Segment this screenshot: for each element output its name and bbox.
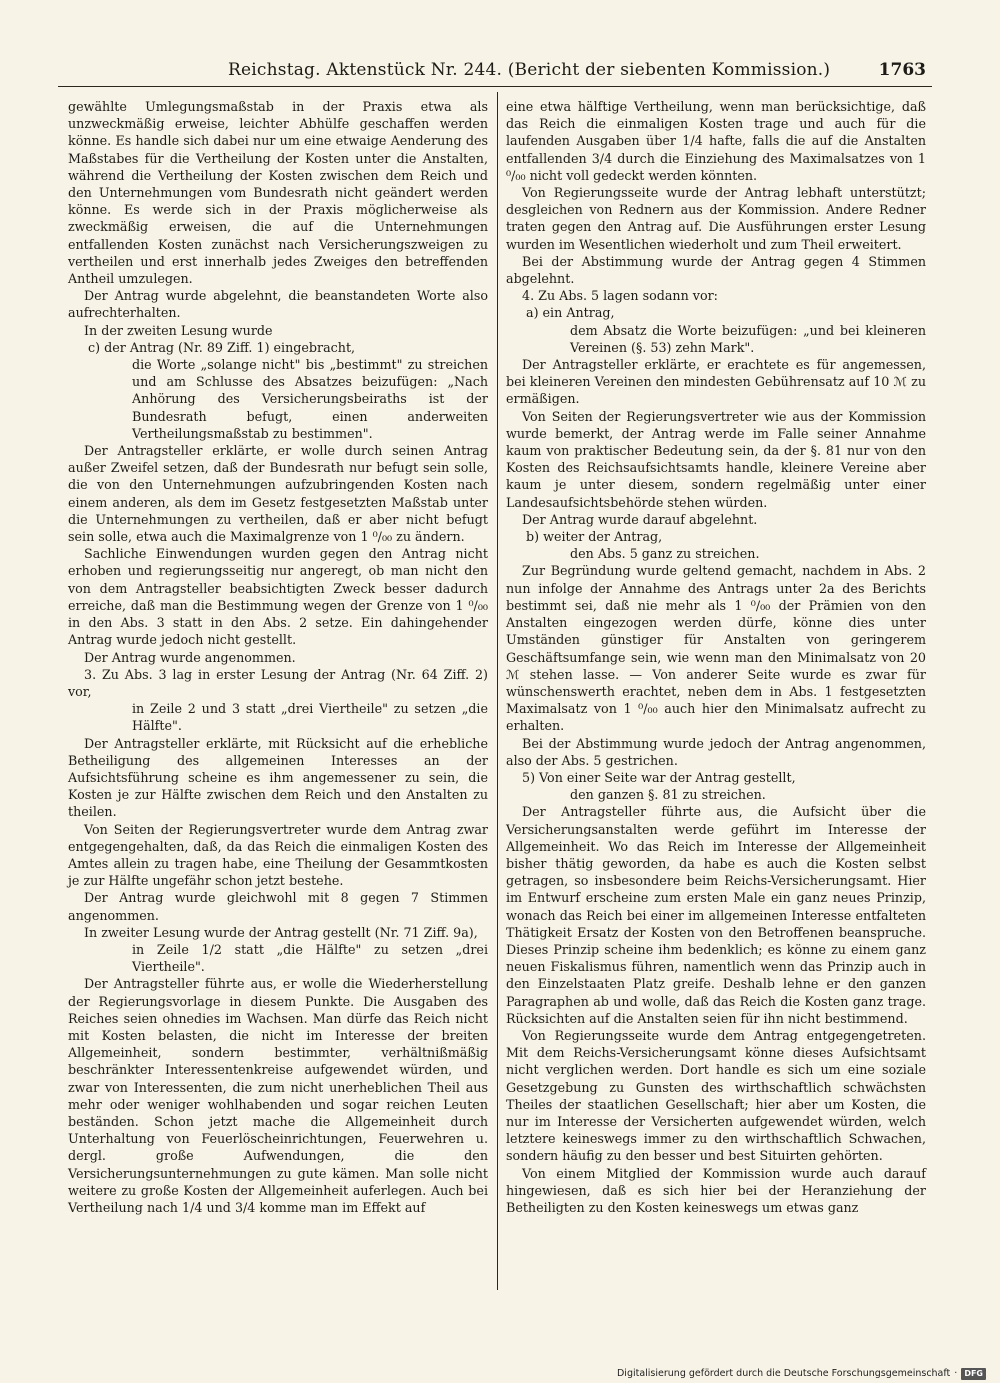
paragraph: eine etwa hälftige Vertheilung, wenn man berücksichtige, daß das Reich die einmaligen Kosten trage und auch für die laufenden Ausgaben über 1/4 hafte, falls die auf die Anstalten entfallenden 3/4 durch die Einziehung des Maximalsatzes von 1 ⁰/₀₀ nicht voll gedeckt werden könnten.	[506, 99, 926, 183]
paragraph: Von Seiten der Regierungsvertreter wurde dem Antrag zwar entgegengehalten, daß, da das Reich die einmaligen Kosten des Amtes allein zu tragen habe, eine Theilung der Gesammtkosten je zur Hälfte ungefähr schon jetzt bestehe.	[68, 821, 488, 889]
list-item: b) weiter der Antrag,	[526, 529, 663, 545]
paragraph: gewählte Umlegungsmaßstab in der Praxis etwa als unzweckmäßig erweise, leichter Abhülfe geschaffen werden könne. Es handle sich dabei nur um eine etwaige Aenderung des Maßstabes für die Vertheilung der Kosten unter die Anstalten, während die Vertheilung der Kosten zwischen dem Reich und den Unternehmungen vom Bundesrath nicht geändert werden könne. Es werde sich in der Praxis möglicherweise als zweckmäßig erweisen, die auf die Unternehmungen entfallenden Kosten zunächst nach Versicherungszweigen zu vertheilen und erst innerhalb jedes Zweiges den betreffenden Antheil umzulegen.	[68, 99, 488, 287]
running-header	[58, 56, 932, 84]
paragraph: Der Antrag wurde angenommen.	[84, 649, 296, 665]
paragraph: Von einem Mitglied der Kommission wurde auch darauf hingewiesen, daß es sich hier bei der Heranziehung der Betheiligten zu den Kosten keineswegs um etwas ganz	[506, 1165, 926, 1215]
column-divider	[497, 92, 498, 1290]
page-number: 1763	[878, 60, 926, 80]
right-column	[506, 98, 926, 1216]
paragraph: Zur Begründung wurde geltend gemacht, nachdem in Abs. 2 nun infolge der Annahme des Antrags unter 2a des Berichts bestimmt sei, daß nie mehr als 1 ⁰/₀₀ der Prämien von den Anstalten eingezogen werden dürfe, könne dies unter Umständen günstiger für Anstalten von geringerem Geschäftsumfange sein, wie wenn man den Minimalsatz von 20 ℳ stehen lasse. — Von anderer Seite wurde es zwar für wünschenswerth erachtet, neben dem in Abs. 1 festgesetzten Maximalsatz von 1 ⁰/₀₀ auch hier den Minimalsatz aufrecht zu erhalten.	[506, 563, 926, 734]
quoted-motion: den Abs. 5 ganz zu streichen.	[570, 546, 760, 562]
paragraph: Der Antragsteller erklärte, mit Rücksicht auf die erhebliche Betheiligung des allgemeinen Interesses an der Aufsichtsführung scheine es ihm angemessener zu sein, die Kosten je zur Hälfte zwischen dem Reich und den Anstalten zu theilen.	[68, 735, 488, 820]
list-item: c) der Antrag (Nr. 89 Ziff. 1) eingebracht,	[88, 339, 356, 355]
paragraph: Der Antragsteller erklärte, er wolle durch seinen Antrag außer Zweifel setzen, daß der Bundesrath nur befugt sein solle, die von den Unternehmungen aufzubringenden Kosten nach einem anderen, als dem im Gesetz festgesetzten Maßstab unter die Unternehmungen zu vertheilen, daß er aber nicht befugt sein solle, etwa auch die Maximalgrenze von 1 ⁰/₀₀ zu ändern.	[68, 443, 488, 545]
paragraph: Der Antragsteller erklärte, er erachtete es für angemessen, bei kleineren Vereinen den mindesten Gebührensatz auf 10 ℳ zu ermäßigen.	[506, 357, 926, 407]
paragraph: Von Regierungsseite wurde der Antrag lebhaft unterstützt; desgleichen von Rednern aus der Kommission. Andere Redner traten gegen den Antrag auf. Die Ausführungen erster Lesung wurden im Wesentlichen wiederholt und zum Theil erweitert.	[506, 185, 926, 252]
running-title: Reichstag. Aktenstück Nr. 244. (Bericht der siebenten Kommission.)	[228, 60, 831, 80]
paragraph: Der Antrag wurde darauf abgelehnt.	[522, 511, 758, 527]
paragraph: 5) Von einer Seite war der Antrag gestellt,	[522, 769, 796, 785]
header-rule	[58, 86, 932, 87]
paragraph: Der Antragsteller führte aus, die Aufsicht über die Versicherungsanstalten werde geführt im Interesse der Allgemeinheit. Wo das Reich im Interesse der Allgemeinheit bisher thätig geworden, da habe es auch die Kosten selbst getragen, so insbesondere beim Reichs-Versicherungsamt. Hier im Entwurf erscheine zum ersten Male ein ganz neues Prinzip, wonach das Reich bei einer im allgemeinen Interesse entfalteten Thätigkeit Ersatz der Kosten von den Betroffenen beanspruche. Dieses Prinzip scheine ihm bedenklich; es könne zu einem ganz neuen Fiskalismus führen, namentlich wenn das Prinzip auch in den Einzelstaaten Platz greife. Deshalb lehne er den ganzen Paragraphen ab und wolle, daß das Reich die Kosten ganz trage. Rücksichten auf die Anstalten seien für ihn nicht bestimmend.	[506, 804, 926, 1026]
paragraph: 3. Zu Abs. 3 lag in erster Lesung der Antrag (Nr. 64 Ziff. 2) vor,	[68, 666, 488, 699]
paragraph: Der Antrag wurde abgelehnt, die beanstandeten Worte also aufrechterhalten.	[68, 288, 488, 321]
quoted-motion: die Worte „solange nicht" bis „bestimmt" zu streichen und am Schlusse des Absatzes beizufügen: „Nach Anhörung des Versicherungsbeiraths ist der Bundesrath befugt, einen anderweiten Vertheilungsmaßstab zu bestimmen".	[132, 357, 488, 441]
paragraph: In der zweiten Lesung wurde	[84, 322, 273, 338]
digitization-footer: Digitalisierung gefördert durch die Deutsche Forschungsgemeinschaft · DFG	[617, 1366, 986, 1382]
quoted-motion: in Zeile 1/2 statt „die Hälfte" zu setzen „drei Viertheile".	[132, 941, 488, 975]
list-item: a) ein Antrag,	[526, 305, 615, 321]
quoted-motion: in Zeile 2 und 3 statt „drei Viertheile" zu setzen „die Hälfte".	[132, 701, 488, 734]
paragraph: Der Antrag wurde gleichwohl mit 8 gegen 7 Stimmen angenommen.	[68, 890, 488, 923]
paragraph: Von Regierungsseite wurde dem Antrag entgegengetreten. Mit dem Reichs-Versicherungsamt könne dieses Aufsichtsamt nicht verglichen werden. Dort handle es sich um eine soziale Gesetzgebung zu Gunsten des wirthschaftlich schwächsten Theiles der staatlichen Gesellschaft; hier aber um Kosten, die nur im Interesse der Versicherten aufgewendet würden, welch letztere keineswegs immer zu den wirthschaftlich Schwachen, sondern häufig zu den besser und best Situirten gehörten.	[506, 1027, 926, 1164]
quoted-motion: den ganzen §. 81 zu streichen.	[570, 787, 766, 803]
left-column	[68, 98, 488, 1216]
paragraph: Sachliche Einwendungen wurden gegen den Antrag nicht erhoben und regierungsseitig nur angeregt, ob man nicht den von dem Antragsteller beabsichtigten Zweck besser dadurch erreiche, daß man die Bestimmung wegen der Grenze von 1 ⁰/₀₀ in den Abs. 3 statt in den Abs. 2 setze. Ein dahingehender Antrag wurde jedoch nicht gestellt.	[68, 546, 488, 648]
quoted-motion: dem Absatz die Worte beizufügen: „und bei kleineren Vereinen (§. 53) zehn Mark".	[570, 322, 926, 355]
paragraph: In zweiter Lesung wurde der Antrag gestellt (Nr. 71 Ziff. 9a),	[84, 924, 478, 940]
paragraph: Bei der Abstimmung wurde der Antrag gegen 4 Stimmen abgelehnt.	[506, 253, 926, 287]
paragraph: Der Antragsteller führte aus, er wolle die Wiederherstellung der Regierungsvorlage in diesem Punkte. Die Ausgaben des Reiches seien ohnedies im Wachsen. Man dürfe das Reich nicht mit Kosten belasten, die nicht im Interesse der breiten Allgemeinheit, sondern bestimmter, verhältnißmäßig beschränkter Interessentenkreise aufgewendet würden, und zwar von Interessenten, die zum nicht unerheblichen Theil aus mehr oder weniger wohlhabenden und sogar reichen Leuten beständen. Schon jetzt mache die Allgemeinheit durch Unterhaltung von Feuerlöscheinrichtungen, Feuerwehren u. dergl. große Aufwendungen, die den Versicherungsunternehmungen zu gute kämen. Man solle nicht weitere zu große Kosten der Allgemeinheit auferlegen. Auch bei Vertheilung nach 1/4 und 3/4 komme man im Effekt auf	[68, 976, 488, 1215]
paragraph: 4. Zu Abs. 5 lagen sodann vor:	[522, 288, 718, 304]
paragraph: Von Seiten der Regierungsvertreter wie aus der Kommission wurde bemerkt, der Antrag werde im Falle seiner Annahme kaum von praktischer Bedeutung sein, da der §. 81 nur von den Kosten des Reichsaufsichtsamts handle, kleinere Vereine aber kaum je unter diesem, sondern regelmäßig unter einer Landesaufsichtsbehörde stehen würden.	[506, 408, 926, 510]
dfg-logo: DFG	[961, 1368, 986, 1380]
digitization-credit: Digitalisierung gefördert durch die Deutsche Forschungsgemeinschaft	[616, 1368, 951, 1379]
paragraph: Bei der Abstimmung wurde jedoch der Antrag angenommen, also der Abs. 5 gestrichen.	[506, 735, 926, 768]
